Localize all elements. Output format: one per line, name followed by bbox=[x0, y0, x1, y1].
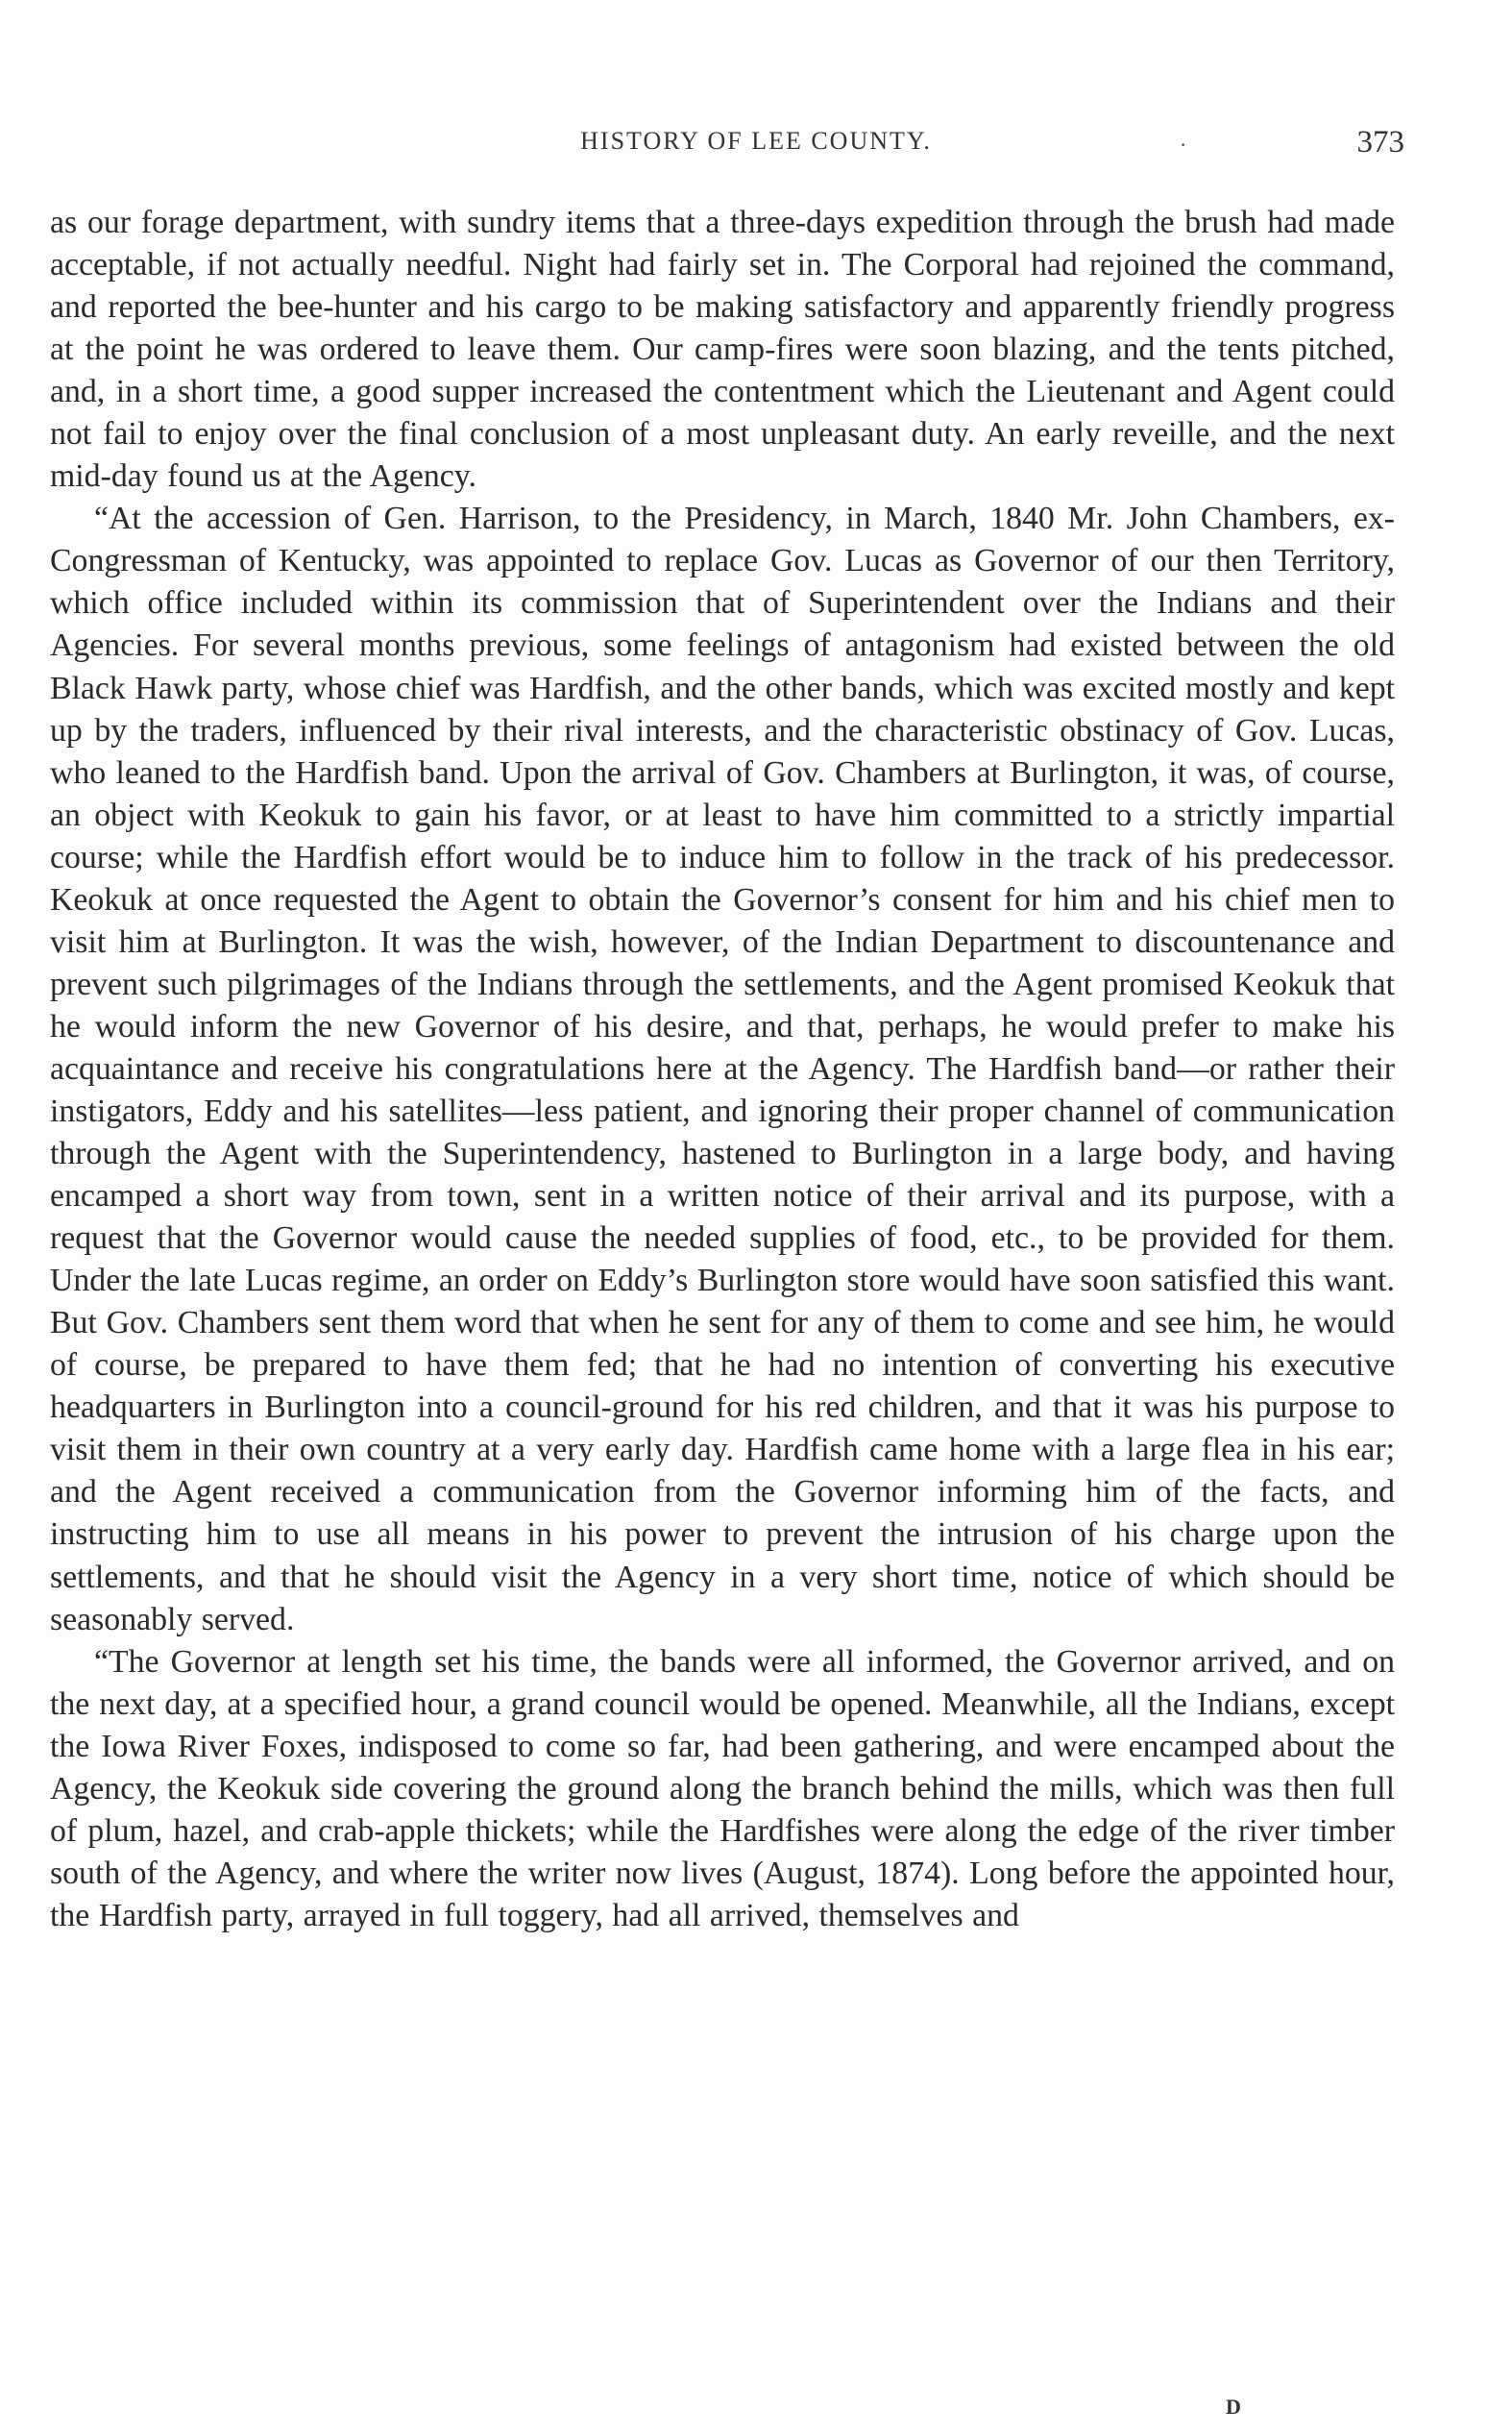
running-title: HISTORY OF LEE COUNTY. bbox=[580, 127, 932, 155]
paragraph-grand-council: “The Governor at length set his time, the bands were all informed, the Governor arrived, and on the next day, at a specified hour, a grand council would be opened. Meanwhile, all the Indians, except the Iowa River Foxes, indisposed to come so far, had been gathering, and were encamped about the Agency, the Keokuk side covering the ground along the branch behind the mills, which was then full of plum, hazel, and crab-apple thickets; while the Hardfishes were along the edge of the river timber south of the Agency, and where the writer now lives (August, 1874). Long before the appointed hour, the Hardfish party, arrayed in full toggery, had all arrived, themselves and bbox=[50, 1643, 1395, 1933]
printer-mark: · bbox=[1180, 133, 1187, 157]
running-head bbox=[0, 127, 1512, 165]
paragraph-harrison-accession: “At the accession of Gen. Harrison, to the Presidency, in March, 1840 Mr. John Chambers, ex-Congressman of Kentucky, was appointed to replace Gov. Lucas as Governor of our then Territory, which office included within its commission that of Superintendent over the Indians and their Agencies. For several months previous, some feelings of antagonism had existed between the old Black Hawk party, whose chief was Hardfish, and the other bands, which was excited mostly and kept up by the traders, influenced by their rival interests, and the characteristic obstinacy of Gov. Lucas, who leaned to the Hardfish band. Upon the arrival of Gov. Chambers at Burlington, it was, of course, an object with Keokuk to gain his favor, or at least to have him committed to a strictly impartial course; while the Hardfish effort would be to induce him to follow in the track of his predecessor. Keokuk at once requested the Agent to obtain the Governor’s consent for him and his chief men to visit him at Burlington. It was the wish, however, of the Indian Department to discountenance and prevent such pilgrimages of the Indians through the settlements, and the Agent promised Keokuk that he would inform the new Governor of his desire, and that, perhaps, he would prefer to make his acquaintance and receive his congratulations here at the Agency. The Hardfish band—or rather their instigators, Eddy and his satellites—less patient, and ignoring their proper channel of communication through the Agent with the Superintendency, hastened to Burlington in a large body, and having encamped a short way from town, sent in a written notice of their arrival and its purpose, with a request that the Governor would cause the needed supplies of food, etc., to be provided for them. Under the late Lucas regime, an order on Eddy’s Burlington store would have soon satisfied this want. But Gov. Chambers sent them word that when he sent for any of them to come and see him, he would of course, be prepared to have them fed; that he had no intention of converting his executive headquarters in Burlington into a council-ground for his red children, and that it was his purpose to visit them in their own country at a very early day. Hardfish came home with a large flea in his ear; and the Agent received a communication from the Governor informing him of the facts, and instructing him to use all means in his power to prevent the intrusion of his charge upon the settlements, and that he should visit the Agency in a very short time, notice of which should be seasonably served. bbox=[50, 501, 1395, 1637]
signature-mark: D bbox=[1226, 2395, 1241, 2419]
body-text bbox=[50, 202, 1395, 1937]
page-number: 373 bbox=[1356, 125, 1404, 160]
paragraph-continuation: as our forage department, with sundry items that a three-days expedition through the brush had made acceptable, if not actually needful. Night had fairly set in. The Corporal had rejoined the command, and reported the bee-hunter and his cargo to be making satisfactory and apparently friendly progress at the point he was ordered to leave them. Our camp-fires were soon blazing, and the tents pitched, and, in a short time, a good supper increased the contentment which the Lieutenant and Agent could not fail to enjoy over the final conclusion of a most unpleasant duty. An early reveille, and the next mid-day found us at the Agency. bbox=[50, 205, 1395, 495]
